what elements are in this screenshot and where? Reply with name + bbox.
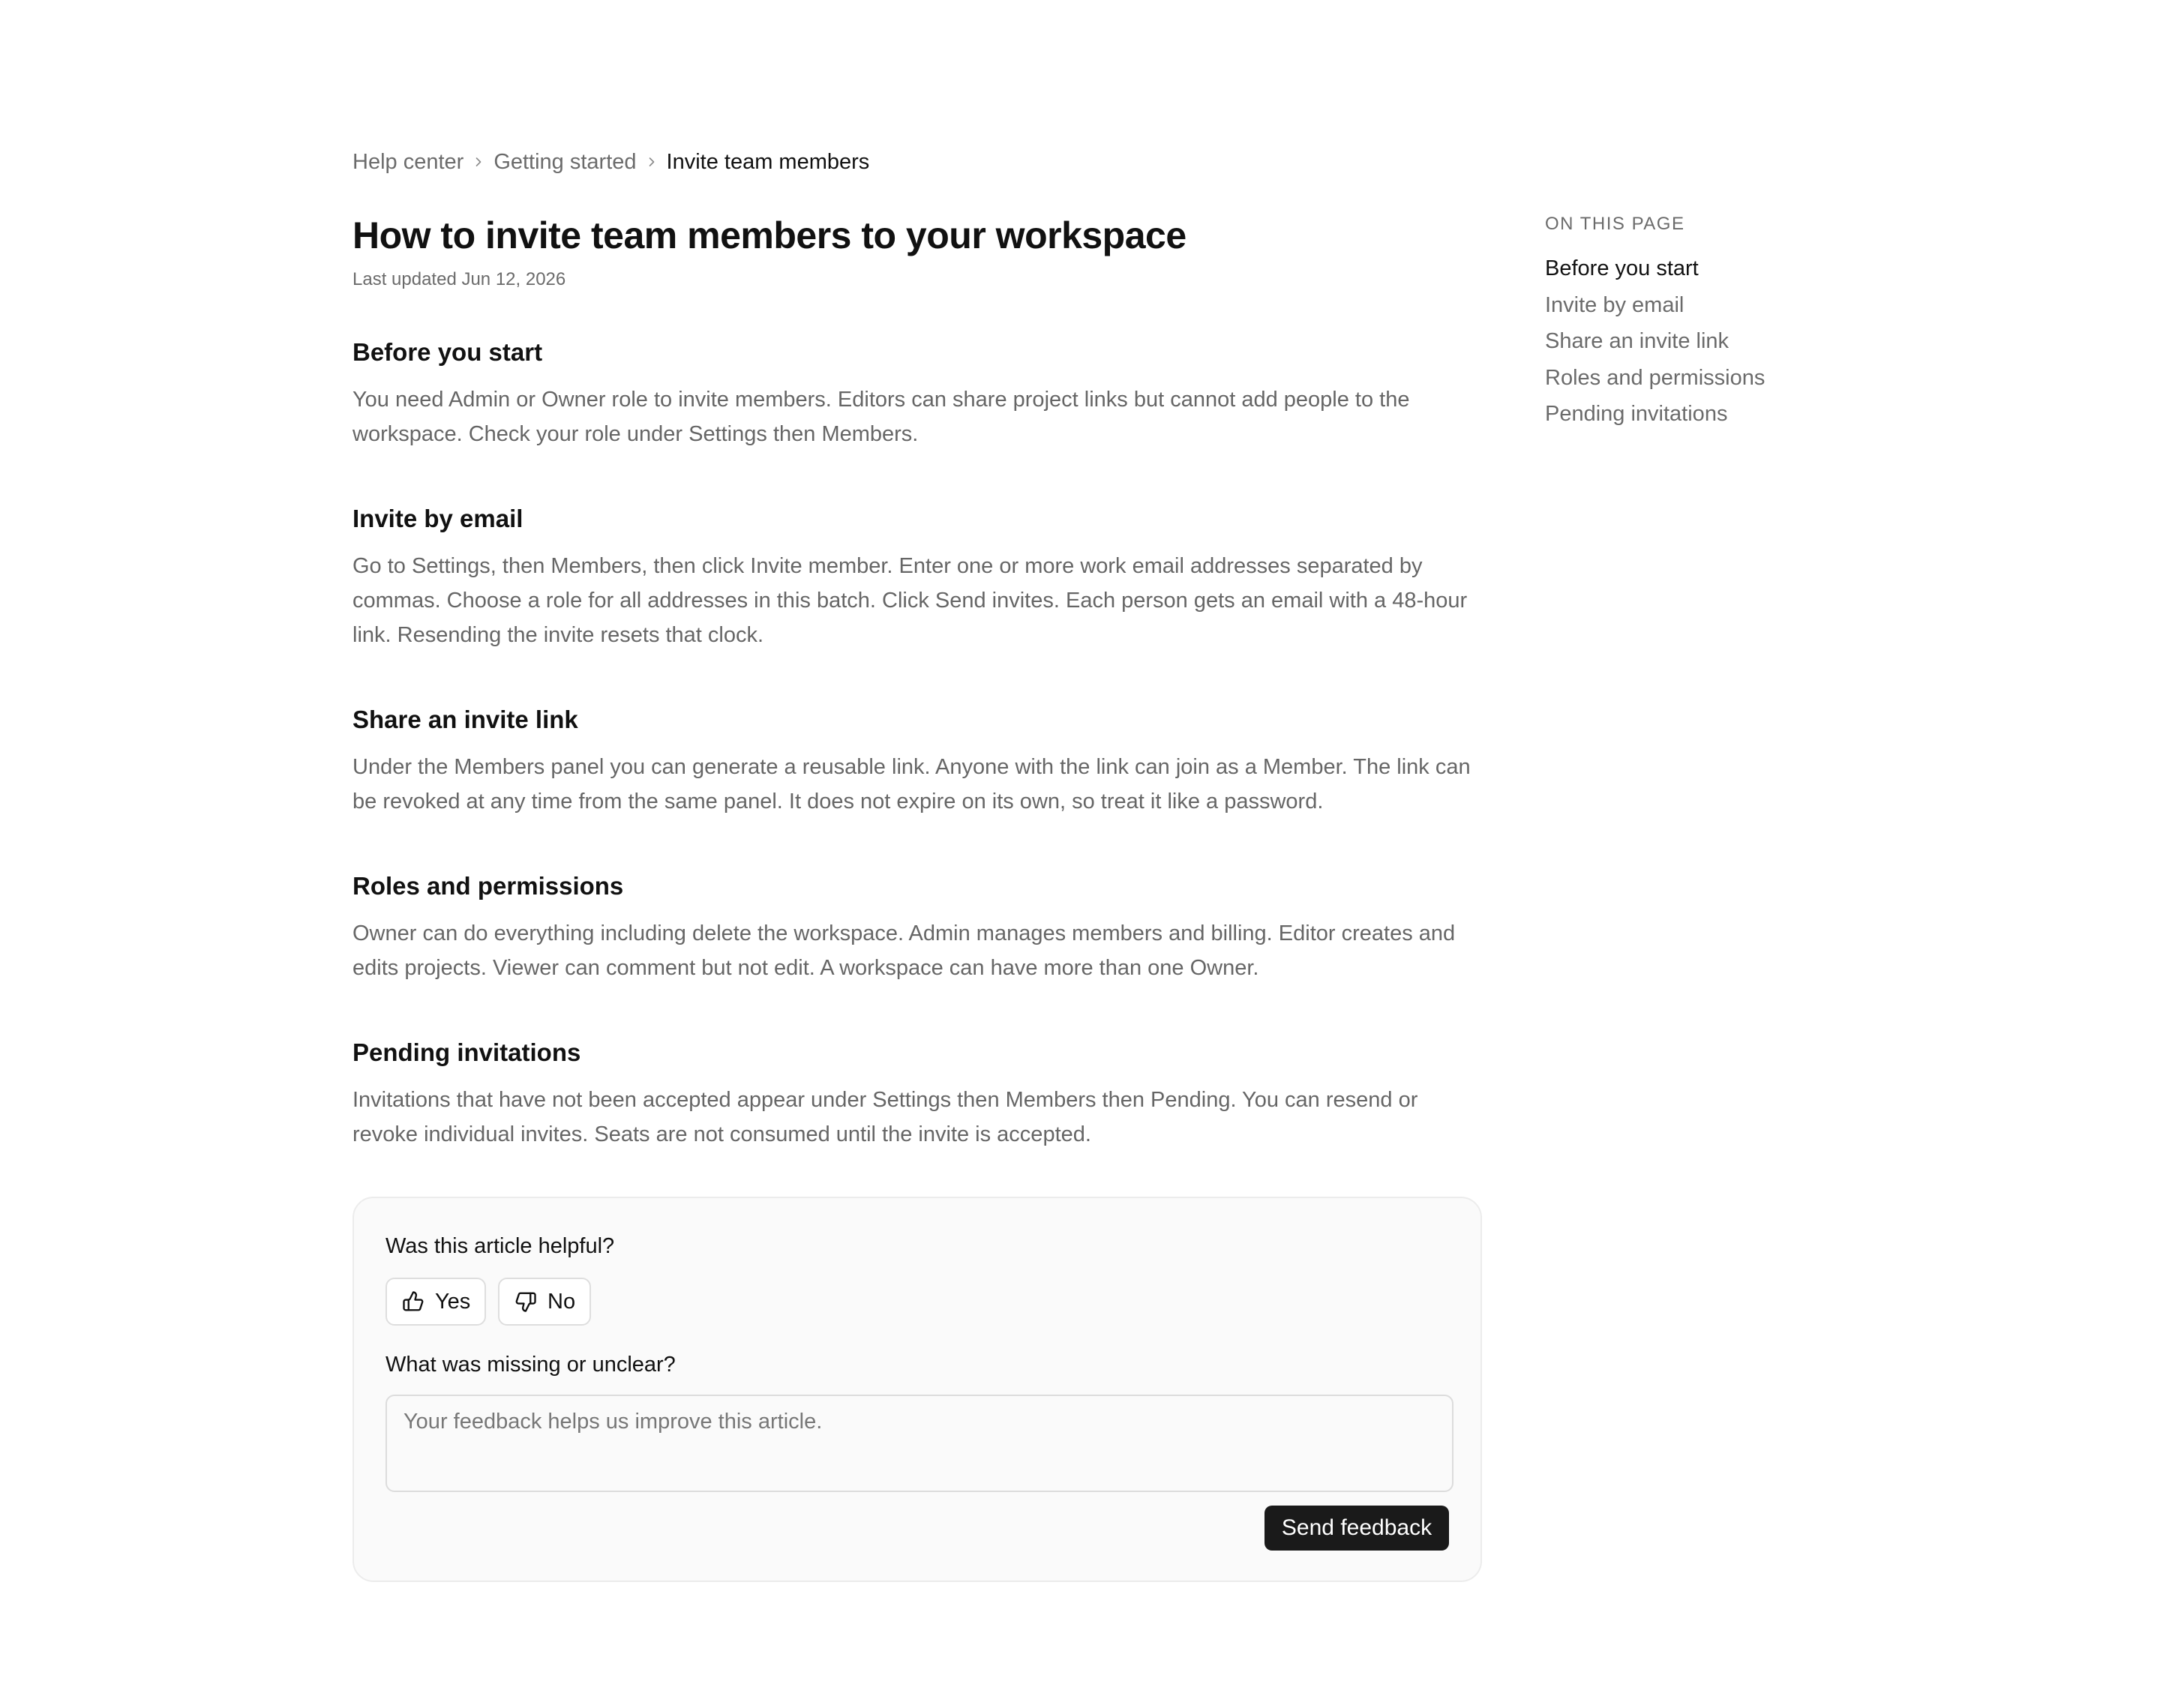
yes-button[interactable] [386, 1278, 486, 1326]
toc-item-invite-by-email[interactable]: Invite by email [1545, 292, 1684, 317]
section-heading: Invite by email [352, 505, 524, 532]
section-body: Owner can do everything including delete the workspace. Admin manages members and billing. Editor creates and edits projects. Viewer can comment but not edit. A workspace can have more than one Owner. [352, 921, 1456, 980]
section-heading: Roles and permissions [352, 872, 624, 900]
section-body: You need Admin or Owner role to invite members. Editors can share project links but cannot add people to the workspace. Check your role under Settings then Members. [352, 388, 1410, 446]
last-updated: Last updated Jun 12, 2026 [352, 269, 566, 289]
article-sections [352, 336, 1481, 1152]
section-heading: Share an invite link [352, 706, 578, 733]
thumbs-down-icon [514, 1290, 537, 1313]
toc-title: ON THIS PAGE [1545, 214, 1685, 234]
article [352, 210, 1481, 1152]
page-title: How to invite team members to your workspace [352, 214, 1186, 256]
toc-item-pending-invitations[interactable]: Pending invitations [1545, 402, 1728, 426]
toc-item-share-an-invite-link[interactable]: Share an invite link [1545, 329, 1730, 353]
feedback-missing-label: What was missing or unclear? [386, 1353, 676, 1377]
section-pending-invitations [352, 1036, 1481, 1152]
section-share-an-invite-link [352, 703, 1481, 819]
feedback-textarea[interactable] [386, 1395, 1454, 1492]
section-body: Go to Settings, then Members, then click Invite member. Enter one or more work email addresses separated by commas. Choose a role for all addresses in this batch. Click Send invites. Each person gets an email with a 48-hour link. Resending the invite resets that clock. [352, 554, 1468, 647]
feedback-card [352, 1197, 1482, 1582]
no-button[interactable] [498, 1278, 591, 1326]
yes-button-label: Yes [435, 1289, 471, 1314]
section-invite-by-email [352, 502, 1481, 652]
chevron-right-icon [637, 156, 667, 168]
feedback-vote-buttons [386, 1278, 591, 1326]
table-of-contents [1545, 211, 1845, 433]
section-roles-and-permissions [352, 870, 1481, 985]
feedback-question: Was this article helpful? [386, 1234, 615, 1258]
no-button-label: No [548, 1289, 576, 1314]
breadcrumb-link-help-center[interactable]: Help center [352, 149, 464, 174]
section-before-you-start [352, 336, 1481, 451]
section-heading: Before you start [352, 338, 543, 366]
section-body: Under the Members panel you can generate a reusable link. Anyone with the link can join as a Member. The link can be revoked at any time from the same panel. It does not expire on its own, so treat it like a password. [352, 755, 1471, 814]
toc-item-before-you-start[interactable]: Before you start [1545, 256, 1699, 280]
thumbs-up-icon [402, 1290, 424, 1313]
chevron-right-icon [464, 156, 494, 168]
section-body: Invitations that have not been accepted appear under Settings then Members then Pending. You can resend or revoke individual invites. Seats are not consumed until the invite is accepted. [352, 1088, 1418, 1146]
breadcrumb-link-getting-started[interactable]: Getting started [494, 149, 637, 174]
toc-list [1545, 250, 1845, 433]
breadcrumb-current: Invite team members [666, 149, 870, 174]
breadcrumb [352, 147, 869, 177]
toc-item-roles-and-permissions[interactable]: Roles and permissions [1545, 365, 1766, 390]
section-heading: Pending invitations [352, 1038, 581, 1066]
send-feedback-button[interactable]: Send feedback [1264, 1506, 1449, 1551]
